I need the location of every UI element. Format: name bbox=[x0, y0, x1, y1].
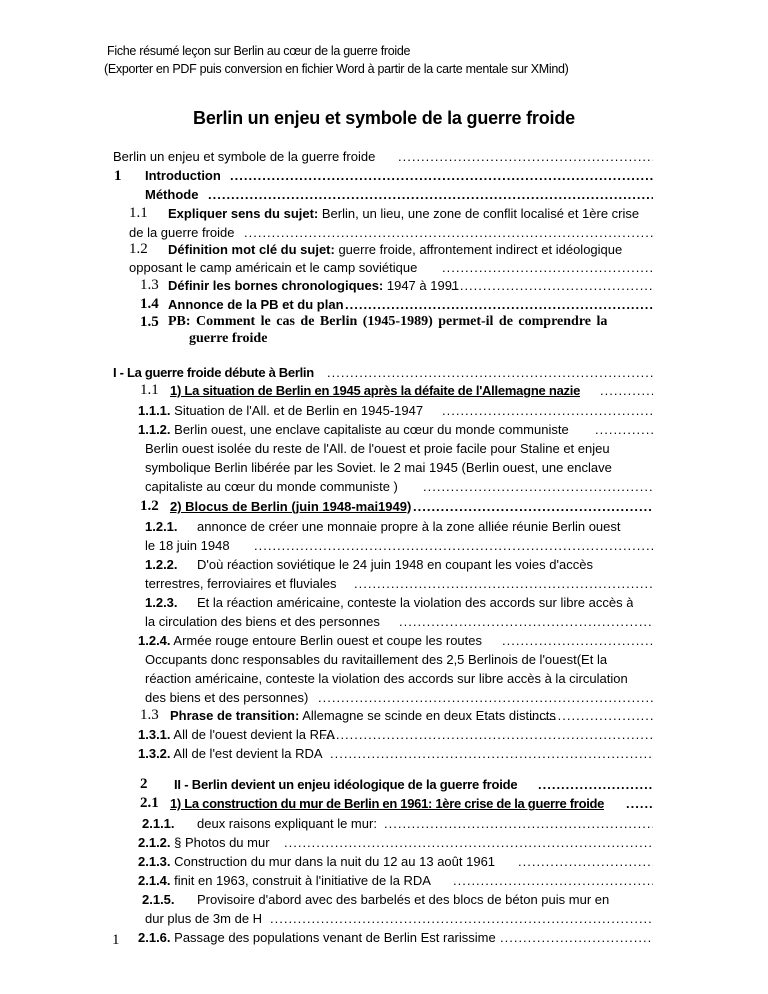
toc-2-1-2-number: 2.1.2. bbox=[138, 835, 171, 850]
leader-dots bbox=[398, 148, 653, 166]
leader-dots bbox=[318, 689, 653, 707]
leader-dots bbox=[500, 929, 653, 947]
leader-dots bbox=[270, 910, 653, 928]
leader-dots bbox=[595, 421, 653, 439]
toc-1-1-2-line-2: Berlin ouest isolée du reste de l'All. de l'ouest et proie facile pour Staline et enjeu bbox=[145, 441, 610, 456]
toc-1-3-text: 1947 à 1991 bbox=[383, 278, 460, 293]
leader-dots bbox=[453, 872, 653, 890]
toc-I-3-label: Phrase de transition: bbox=[170, 708, 300, 723]
toc-1-1-2-number: 1.1.2. bbox=[138, 422, 171, 437]
toc-1-1-1-text: Situation de l'All. et de Berlin en 1945-1947 bbox=[170, 403, 424, 418]
toc-2-1-6 bbox=[138, 929, 496, 947]
leader-dots bbox=[518, 853, 653, 871]
leader-dots bbox=[399, 613, 653, 631]
leader-dots bbox=[626, 795, 653, 813]
toc-1-3-2-text: All de l'est devient la RDA bbox=[170, 746, 323, 761]
leader-dots bbox=[442, 402, 653, 420]
toc-1-2-number: 1.2 bbox=[129, 241, 148, 257]
leader-dots bbox=[244, 224, 653, 242]
toc-1-2-4-line-2: Occupants donc responsables du ravitaillement des 2,5 Berlinois de l'ouest(Et la bbox=[145, 652, 608, 667]
toc-1-4-entry: Annonce de la PB et du plan bbox=[168, 297, 344, 312]
leader-dots bbox=[600, 382, 653, 400]
toc-1-1-continuation: de la guerre froide bbox=[129, 225, 235, 240]
toc-II-1-number: 2.1 bbox=[140, 795, 159, 811]
toc-1-2-3-number: 1.2.3. bbox=[145, 595, 178, 610]
toc-part-2-number: 2 bbox=[140, 776, 148, 792]
toc-2-1-4 bbox=[138, 872, 431, 890]
leader-dots bbox=[345, 296, 653, 314]
toc-1-2-1-line-2: le 18 juin 1948 bbox=[145, 538, 230, 553]
leader-dots bbox=[442, 259, 653, 277]
toc-2-1-5-number: 2.1.5. bbox=[142, 892, 175, 907]
toc-1-2-1-text: annonce de créer une monnaie propre à la zone alliée réunie Berlin ouest bbox=[197, 519, 621, 534]
toc-I-3-number: 1.3 bbox=[140, 707, 159, 723]
toc-1-1-2-text: Berlin ouest, une enclave capitaliste au cœur du monde communiste bbox=[170, 422, 569, 437]
toc-1-3-1-text: All de l'ouest devient la RFA bbox=[170, 727, 335, 742]
toc-2-1-6-text: Passage des populations venant de Berlin Est rarissime bbox=[170, 930, 496, 945]
toc-1-2-4 bbox=[138, 632, 482, 650]
toc-1-2-4-text: Armée rouge entoure Berlin ouest et coupe les routes bbox=[170, 633, 482, 648]
toc-1-3-number: 1.3 bbox=[140, 277, 159, 293]
leader-dots bbox=[284, 834, 653, 852]
toc-1-3-2-number: 1.3.2. bbox=[138, 746, 171, 761]
toc-intro: Introduction bbox=[145, 168, 221, 183]
toc-1-3-entry bbox=[168, 277, 459, 295]
toc-1-2-text: guerre froide, affrontement indirect et idéologique bbox=[334, 242, 623, 257]
toc-1-1-entry bbox=[168, 205, 639, 223]
toc-1-2-2-number: 1.2.2. bbox=[145, 557, 178, 572]
document-title: Berlin un enjeu et symbole de la guerre froide bbox=[193, 108, 575, 128]
toc-I-2-number: 1.2 bbox=[140, 498, 159, 514]
toc-2-1-5-text: Provisoire d'abord avec des barbelés et des blocs de béton puis mur en bbox=[197, 892, 610, 907]
toc-1-2-label: Définition mot clé du sujet: bbox=[168, 242, 335, 257]
toc-part-2: II - Berlin devient un enjeu idéologique de la guerre froide bbox=[174, 777, 518, 792]
leader-dots bbox=[208, 186, 653, 204]
toc-I-1-number: 1.1 bbox=[140, 382, 159, 398]
toc-2-1-3-number: 2.1.3. bbox=[138, 854, 171, 869]
toc-part-1: I - La guerre froide débute à Berlin bbox=[113, 365, 314, 380]
toc-1-1-number: 1.1 bbox=[129, 205, 148, 221]
toc-I-2: 2) Blocus de Berlin (juin 1948-mai1949) bbox=[170, 499, 412, 514]
toc-1-2-2-text: D'où réaction soviétique le 24 juin 1948 en coupant les voies d'accès bbox=[197, 557, 593, 572]
toc-1-1-1-number: 1.1.1. bbox=[138, 403, 171, 418]
toc-methode: Méthode bbox=[145, 187, 199, 202]
toc-1-2-3-line-2: la circulation des biens et des personnes bbox=[145, 614, 380, 629]
leader-dots bbox=[446, 277, 653, 295]
toc-I-3-text: Allemagne se scinde en deux Etats distincts bbox=[299, 708, 556, 723]
toc-2-1-1-text: deux raisons expliquant le mur: bbox=[197, 816, 377, 831]
leader-dots bbox=[354, 575, 653, 593]
leader-dots bbox=[322, 726, 653, 744]
toc-2-1-3 bbox=[138, 853, 495, 871]
leader-dots bbox=[254, 537, 653, 555]
toc-1-3-1-number: 1.3.1. bbox=[138, 727, 171, 742]
toc-1-1-label: Expliquer sens du sujet: bbox=[168, 206, 319, 221]
header-line-2: (Exporter en PDF puis conversion en fichier Word à partir de la carte mentale sur XMind) bbox=[104, 62, 569, 76]
toc-1-3-2 bbox=[138, 745, 323, 763]
leader-dots bbox=[327, 364, 653, 382]
toc-1-2-3-text: Et la réaction américaine, conteste la violation des accords sur libre accès à bbox=[197, 595, 634, 610]
leader-dots bbox=[384, 815, 653, 833]
toc-2-1-4-text: finit en 1963, construit à l'initiative de la RDA bbox=[170, 873, 431, 888]
toc-2-1-6-number: 2.1.6. bbox=[138, 930, 171, 945]
leader-dots bbox=[230, 167, 653, 185]
toc-root-entry: Berlin un enjeu et symbole de la guerre froide bbox=[113, 149, 376, 164]
toc-1-1-2-line-4: capitaliste au cœur du monde communiste ) bbox=[145, 479, 398, 494]
toc-2-1-5-line-2: dur plus de 3m de H bbox=[145, 911, 263, 926]
leader-dots bbox=[413, 498, 653, 516]
toc-1-3-1 bbox=[138, 726, 335, 744]
toc-2-1-2 bbox=[138, 834, 270, 852]
leader-dots bbox=[502, 632, 653, 650]
leader-dots bbox=[423, 478, 653, 496]
page-number: 1 bbox=[112, 932, 120, 948]
toc-1-2-4-line-4: des biens et des personnes) bbox=[145, 690, 309, 705]
leader-dots bbox=[330, 745, 653, 763]
toc-1-2-4-number: 1.2.4. bbox=[138, 633, 171, 648]
toc-1-2-2-line-2: terrestres, ferroviaires et fluviales bbox=[145, 576, 337, 591]
leader-dots bbox=[530, 707, 653, 725]
toc-intro-number: 1 bbox=[114, 168, 122, 184]
toc-2-1-3-text: Construction du mur dans la nuit du 12 au 13 août 1961 bbox=[170, 854, 496, 869]
toc-1-2-4-line-3: réaction américaine, conteste la violation des accords sur libre accès à la circulation bbox=[145, 671, 628, 686]
toc-1-5-entry: PB: Comment le cas de Berlin (1945-1989) permet-il de comprendre la bbox=[168, 314, 608, 329]
toc-1-2-1-number: 1.2.1. bbox=[145, 519, 178, 534]
toc-1-4-number: 1.4 bbox=[140, 296, 159, 312]
toc-1-3-label: Définir les bornes chronologiques: bbox=[168, 278, 384, 293]
toc-2-1-4-number: 2.1.4. bbox=[138, 873, 171, 888]
toc-I-3 bbox=[170, 707, 556, 725]
toc-1-1-2-line-3: symbolique Berlin libérée par les Soviet. le 2 mai 1945 (Berlin ouest, une enclave bbox=[145, 460, 612, 475]
toc-1-5-continuation: guerre froide bbox=[189, 331, 268, 346]
toc-I-1: 1) La situation de Berlin en 1945 après la défaite de l'Allemagne nazie bbox=[170, 383, 581, 398]
leader-dots bbox=[538, 776, 653, 794]
toc-1-2-entry bbox=[168, 241, 622, 259]
toc-1-2-continuation: opposant le camp américain et le camp soviétique bbox=[129, 260, 418, 275]
toc-2-1-1-number: 2.1.1. bbox=[142, 816, 175, 831]
toc-1-1-1 bbox=[138, 402, 423, 420]
toc-II-1: 1) La construction du mur de Berlin en 1961: 1ère crise de la guerre froide bbox=[170, 796, 605, 811]
header-line-1: Fiche résumé leçon sur Berlin au cœur de la guerre froide bbox=[107, 44, 411, 58]
toc-1-1-2 bbox=[138, 421, 569, 439]
toc-2-1-2-text: § Photos du mur bbox=[170, 835, 270, 850]
toc-1-1-text: Berlin, un lieu, une zone de conflit localisé et 1ère crise bbox=[318, 206, 640, 221]
toc-1-5-number: 1.5 bbox=[140, 314, 159, 330]
